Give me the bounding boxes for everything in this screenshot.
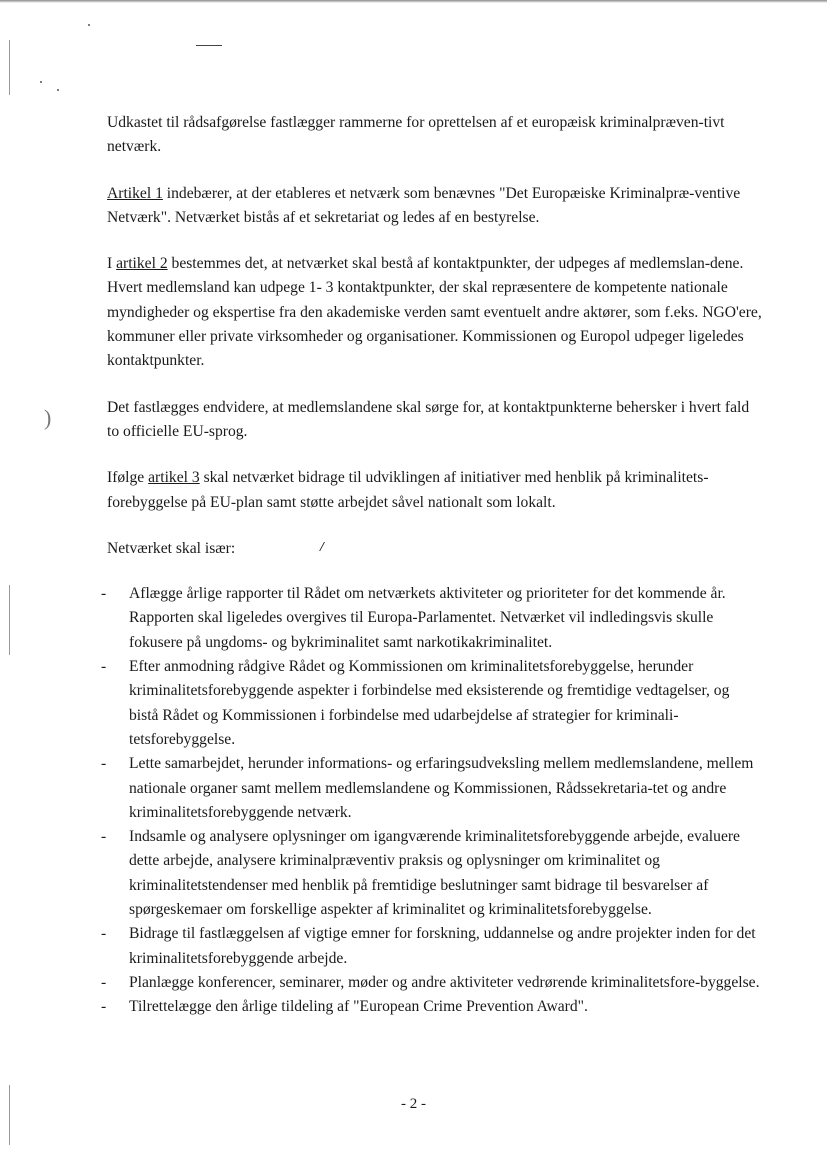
list-item: - Bidrage til fastlæggelsen af vigtige emner for forskning, uddannelse og andre projekter inden for det kriminalitetsforebyggende arbejde. <box>107 922 762 971</box>
paragraph-article-3: Ifølge artikel 3 skal netværket bidrage til udviklingen af initiativer med henblik på kriminalitets-forebyggelse på EU-plan samt støtte arbejdet såvel nationalt som lokalt. <box>107 469 709 511</box>
scan-edge-top <box>0 0 827 3</box>
scan-speck <box>88 24 90 26</box>
scan-speck <box>57 89 59 91</box>
pen-tick-mark: / <box>320 540 324 555</box>
bullet-dash: - <box>101 828 107 846</box>
bullet-dash: - <box>101 755 107 773</box>
task-list <box>101 582 762 1019</box>
document-body <box>101 111 762 1020</box>
page-number: - 2 - <box>401 1096 426 1112</box>
scan-artifact-line <box>9 40 10 95</box>
bullet-dash: - <box>101 585 107 603</box>
article-1-reference: Artikel 1 <box>107 184 163 202</box>
scan-artifact-line <box>9 585 10 655</box>
paragraph-article-1: Artikel 1 indebærer, at der etableres et netværk som benævnes "Det Europæiske Kriminalpræ-ventive Netværk". Netværket bistås af et sekretariat og ledes af en bestyrelse. <box>107 184 741 226</box>
margin-paren-mark: ) <box>44 405 52 430</box>
list-item: - Lette samarbejdet, herunder informations- og erfaringsudveksling mellem medlemslandene, mellem nationale organer samt mellem medlemslandene og Kommissionen, Rådssekretaria-tet og andre kriminalitetsforebyggende netværk. <box>107 752 762 825</box>
scan-speck <box>40 81 42 83</box>
bullet-dash: - <box>101 925 107 943</box>
list-item: - Efter anmodning rådgive Rådet og Kommissionen om kriminalitetsforebyggelse, herunder kriminalitetsforebyggende aspekter i forbindelse med eksisterende og fremtidige vedtagelser, og bistå Rådet og Kommissionen i forbindelse med udarbejdelse af strategier for kriminali-tetsforebyggelse. <box>107 655 762 752</box>
bullet-dash: - <box>101 658 107 676</box>
list-item: - Aflægge årlige rapporter til Rådet om netværkets aktiviteter og prioriteter for det kommende år. Rapporten skal ligeledes overgives til Europa-Parlamentet. Netværket vil indledingsvis skulle fokusere på ungdoms- og bykriminalitet samt narkotikakriminalitet. <box>107 582 762 655</box>
list-item: - Tilrettelægge den årlige tildeling af "European Crime Prevention Award". <box>107 995 762 1019</box>
scan-artifact-line <box>9 1085 10 1145</box>
paragraph-intro: Udkastet til rådsafgørelse fastlægger rammerne for oprettelsen af et europæisk kriminalpræven-tivt netværk. <box>107 114 725 156</box>
list-intro: Netværket skal især: <box>107 539 236 557</box>
bullet-dash: - <box>101 973 107 991</box>
paragraph-article-2: I artikel 2 bestemmes det, at netværket skal bestå af kontaktpunkter, der udpeges af medlemslan-dene. Hvert medlemsland kan udpege 1- 3 kontaktpunkter, der skal repræsentere de kompetente nationale myndigheder og ekspertise fra den akademiske verden samt eventuelt andre aktører, som f.eks. NGO'ere, kommuner eller private virksomheder og organisationer. Kommissionen og Europol udpeger ligeledes kontaktpunkter. <box>107 255 762 370</box>
article-3-reference: artikel 3 <box>148 469 200 487</box>
list-item: - Planlægge konferencer, seminarer, møder og andre aktiviteter vedrørende kriminalitetsfore-byggelse. <box>107 971 762 995</box>
bullet-dash: - <box>101 998 107 1016</box>
list-item: - Indsamle og analysere oplysninger om igangværende kriminalitetsforebyggende arbejde, evaluere dette arbejde, analysere kriminalpræventiv praksis og oplysninger om kriminalitet og kriminalitetstendenser med henblik på fremtidige beslutninger samt bidrage til besvarelser af spørgeskemaer om forskellige aspekter af kriminalitet og kriminalitetsforebyggelse. <box>107 825 762 922</box>
article-2-reference: artikel 2 <box>116 255 168 273</box>
paragraph-languages: Det fastlægges endvidere, at medlemslandene skal sørge for, at kontaktpunkterne behersker i hvert fald to officielle EU-sprog. <box>107 398 750 440</box>
header-dash-mark <box>196 45 222 46</box>
